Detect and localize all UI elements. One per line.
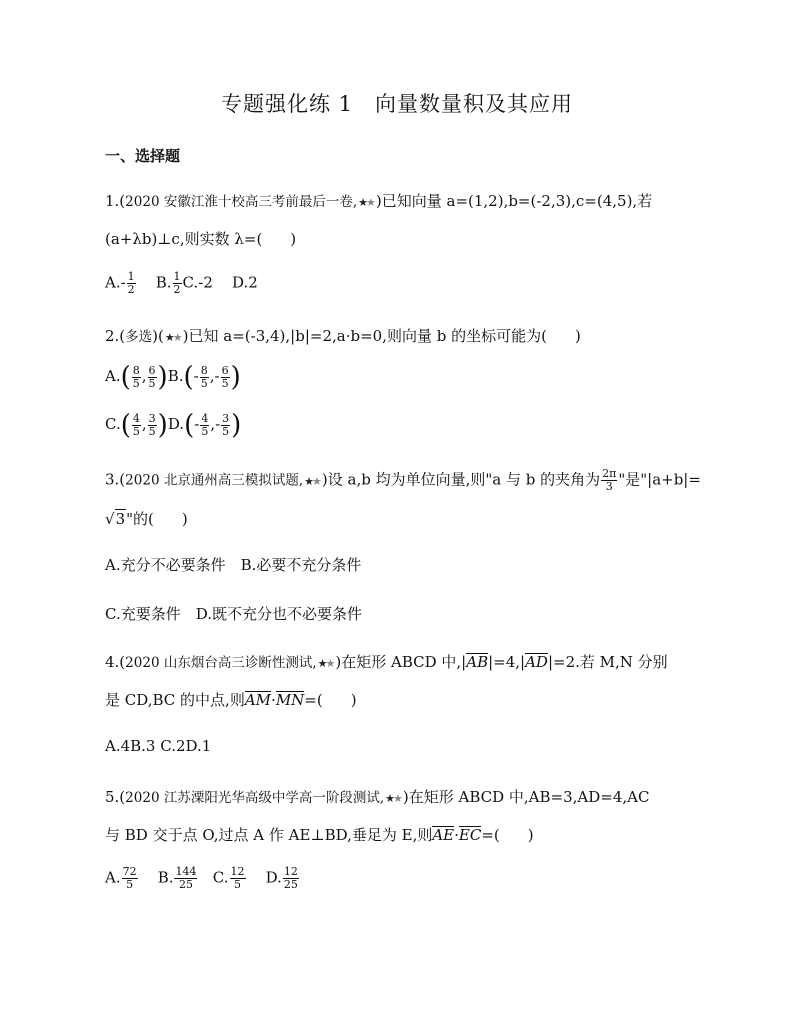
fraction: $\frac{1}{2}$ (173, 270, 181, 296)
vector-am: AM (244, 691, 272, 709)
vector-ab: AB (466, 653, 489, 671)
difficulty-stars-icon: ★★ (317, 657, 334, 670)
vector-mn: MN (275, 691, 305, 709)
q5-options: A. $\frac{72}{5}$ B. $\frac{144}{25}$ C. $\frac{12}{5}$ D. $\frac{12}{25}$ (105, 865, 298, 891)
page-title: 专题强化练 1 向量数量积及其应用 (220, 92, 574, 116)
q2-line1: 2.(多选)(★★ )已知 a=(-3,4),|b|=2,a·b=0,则向量 b 的坐标可能为( ) (105, 327, 581, 345)
sqrt-symbol: √3 (105, 510, 126, 528)
q3-options-ab: A.充分不必要条件 B.必要不充分条件 (105, 556, 362, 574)
q3-line2: √3"的( ) (105, 510, 188, 528)
section-heading: 一、选择题 (105, 147, 181, 165)
difficulty-stars-icon: ★★ (385, 792, 401, 805)
difficulty-stars-icon: ★★ (304, 474, 320, 488)
q1-source: 2020 安徽江淮十校高三考前最后一卷, (125, 194, 358, 210)
q3-line1: 3.(2020 北京通州高三模拟试题,★★ )设 a,b 均为单位向量,则"a 与 b 的夹角为 $\frac{2\pi}{3}$ "是"|a+b|= (105, 467, 701, 493)
q1-options: A.- $\frac{1}{2}$ B. $\frac{1}{2}$ C.-2 D.2 (105, 270, 258, 296)
q4-options: A.4B.3 C.2D.1 (105, 737, 212, 755)
vector-ec: EC (458, 826, 482, 844)
q2-options-ab: A.( $\frac{8}{5}$ , $\frac{6}{5}$ )B.(- $\frac{8}{5}$ ,- $\frac{6}{5}$ ) (105, 361, 241, 393)
q1-line2: (a+λb)⊥c,则实数 λ=( ) (105, 230, 297, 248)
fraction: $\frac{1}{2}$ (127, 270, 135, 296)
difficulty-stars-icon: ★★ (164, 331, 181, 344)
q5-line2: 与 BD 交于点 O,过点 A 作 AE⊥BD,垂足为 E,则AE·EC=( ) (105, 826, 534, 844)
vector-ad: AD (525, 653, 548, 671)
q2-options-cd: C.( $\frac{4}{5}$ , $\frac{3}{5}$ )D.(- $\frac{4}{5}$ ,- $\frac{3}{5}$ ) (105, 409, 242, 441)
q4-line1: 4.(2020 山东烟台高三诊断性测试,★★ )在矩形 ABCD 中,|AB|=4,|AD|=2.若 M,N 分别 (105, 653, 668, 671)
q1-line1: 1.(2020 安徽江淮十校高三考前最后一卷,★★ )已知向量 a=(1,2),b=(-2,3),c=(4,5),若 (105, 192, 653, 210)
q3-options-cd: C.充要条件 D.既不充分也不必要条件 (105, 605, 362, 623)
q4-line2: 是 CD,BC 的中点,则AM·MN=( ) (105, 691, 357, 709)
q5-line1: 5.(2020 江苏溧阳光华高级中学高一阶段测试,★★ )在矩形 ABCD 中,AB=3,AD=4,AC (105, 788, 650, 806)
difficulty-stars-icon: ★★ (358, 196, 374, 209)
vector-ae: AE (432, 826, 455, 844)
